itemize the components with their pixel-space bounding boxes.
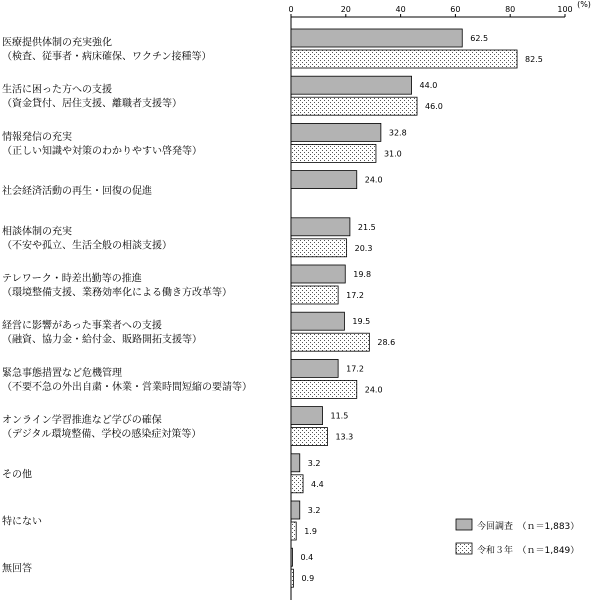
- bar-previous: [291, 569, 293, 587]
- data-label: 17.2: [346, 291, 364, 300]
- bar-current: [291, 501, 300, 519]
- category-label: （不安や孤立、生活全般の相談支援）: [2, 240, 172, 252]
- bar-previous: [291, 97, 417, 115]
- bar-previous: [291, 50, 517, 68]
- category-label: 相談体制の充実: [2, 226, 72, 238]
- bar-current: [291, 407, 323, 425]
- category-label: テレワーク・時差出勤等の推進: [2, 273, 142, 285]
- bar-current: [291, 218, 350, 236]
- category-label: （正しい知識や対策のわかりやすい啓発等）: [2, 145, 202, 157]
- bar-current: [291, 171, 357, 189]
- category-label: その他: [2, 469, 32, 481]
- category-label: 生活に困った方への支援: [2, 84, 112, 96]
- data-label: 4.4: [311, 479, 324, 489]
- category-label: 社会経済活動の再生・回復の促進: [2, 186, 152, 198]
- bar-current: [291, 123, 381, 141]
- data-label: 44.0: [419, 81, 438, 91]
- bars: [291, 29, 543, 587]
- category-label: 緊急事態措置など危機管理: [2, 367, 122, 379]
- bar-current: [291, 359, 338, 377]
- bar-previous: [291, 475, 303, 493]
- bar-previous: [291, 333, 369, 351]
- data-label: 20.3: [354, 243, 373, 253]
- bar-current: [291, 265, 345, 283]
- category-label: 無回答: [2, 563, 32, 575]
- bar-previous: [291, 144, 376, 162]
- data-label: 62.5: [470, 34, 489, 43]
- category-label: 特にない: [2, 516, 42, 528]
- legend-label: 令和３年 （ｎ＝1,849）: [477, 546, 580, 556]
- category-label: （不要不急の外出自粛・休業・営業時間短縮の要請等）: [2, 381, 252, 393]
- data-label: 1.9: [304, 527, 317, 536]
- data-label: 46.0: [425, 102, 443, 112]
- bar-current: [291, 29, 462, 47]
- data-label: 3.2: [307, 458, 321, 468]
- x-tick-label: 0: [288, 5, 294, 14]
- category-label: （デジタル環境整備、学校の感染症対策等）: [2, 429, 202, 441]
- category-label: オンライン学習推進など学びの確保: [2, 415, 162, 427]
- unit-label: (%): [577, 0, 591, 9]
- legend: [456, 519, 579, 556]
- x-tick-label: 60: [450, 5, 461, 14]
- bar-current: [291, 312, 344, 330]
- category-label: 医療提供体制の充実強化: [2, 37, 112, 49]
- legend-swatch: [456, 543, 472, 554]
- data-label: 17.2: [346, 364, 364, 374]
- legend-swatch: [456, 519, 472, 530]
- category-label: 経営に影響があった事業者への支援: [2, 320, 162, 332]
- bar-previous: [291, 239, 347, 257]
- data-label: 19.5: [352, 317, 371, 327]
- category-label: （融資、協力金・給付金、販路開拓支援等）: [2, 334, 202, 346]
- data-label: 82.5: [525, 55, 543, 64]
- x-tick-label: 80: [505, 5, 516, 14]
- data-label: 19.8: [353, 270, 372, 279]
- data-label: 31.0: [383, 149, 402, 159]
- category-labels: [2, 36, 252, 575]
- bar-previous: [291, 428, 327, 446]
- data-label: 32.8: [388, 128, 407, 138]
- data-label: 21.5: [357, 222, 376, 232]
- x-tick-label: 40: [395, 5, 406, 14]
- category-label: （検査、従事者・病床確保、ワクチン接種等）: [2, 51, 212, 63]
- bar-current: [291, 454, 300, 472]
- legend-label: 今回調査 （ｎ＝1,883）: [477, 522, 580, 532]
- bar-previous: [291, 522, 296, 540]
- data-label: 24.0: [364, 385, 383, 395]
- bar-previous: [291, 380, 357, 398]
- data-label: 0.4: [300, 553, 314, 563]
- bar-previous: [291, 286, 338, 304]
- category-label: 情報発信の充実: [2, 131, 72, 143]
- data-label: 13.3: [335, 432, 354, 442]
- category-label: （環境整備支援、業務効率化による働き方改革等）: [2, 287, 232, 299]
- x-tick-label: 100: [557, 5, 573, 14]
- data-label: 0.9: [301, 574, 315, 584]
- data-label: 3.2: [307, 506, 321, 515]
- category-label: （資金貸付、居住支援、離職者支援等）: [2, 98, 182, 110]
- x-tick-label: 20: [340, 5, 351, 14]
- data-label: 24.0: [364, 175, 383, 185]
- bar-current: [291, 548, 293, 566]
- data-label: 28.6: [377, 338, 396, 348]
- bar-current: [291, 76, 412, 94]
- data-label: 11.5: [330, 411, 349, 421]
